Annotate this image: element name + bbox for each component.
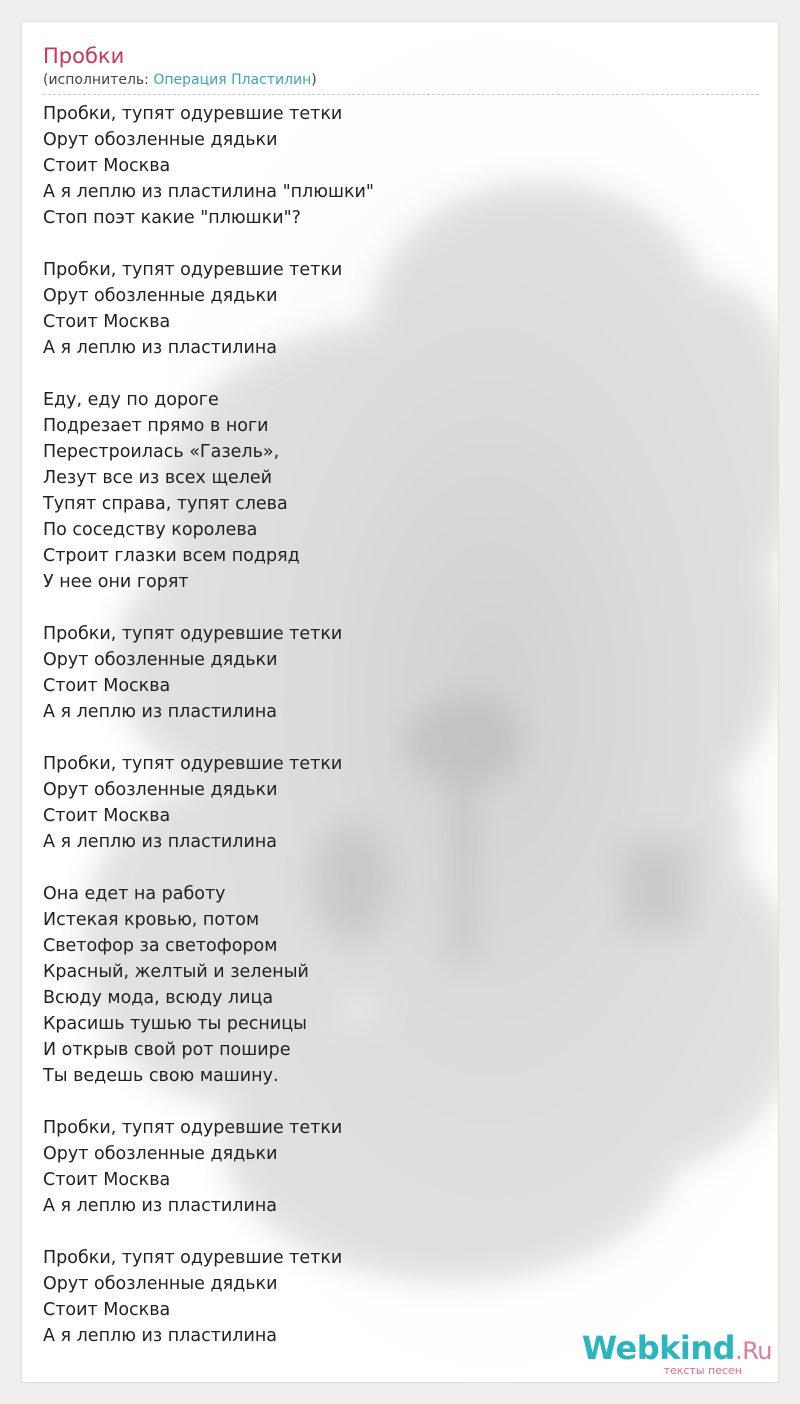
lyrics-stanza bbox=[43, 101, 759, 231]
webkind-logo[interactable] bbox=[581, 1329, 772, 1377]
lyrics-text bbox=[43, 101, 759, 1349]
logo-name: Webkind bbox=[581, 1329, 736, 1367]
lyrics-stanza bbox=[43, 621, 759, 725]
lyrics-line: И открыв свой рот пошире bbox=[43, 1040, 291, 1060]
artist-link[interactable]: Операция Пластилин bbox=[153, 72, 312, 88]
lyrics-line: А я леплю из пластилина bbox=[43, 338, 278, 358]
lyrics-stanza bbox=[43, 751, 759, 855]
lyrics-line: Стоит Москва bbox=[43, 806, 171, 826]
logo-tld: .Ru bbox=[735, 1337, 772, 1365]
lyrics-line: Орут обозленные дядьки bbox=[43, 780, 278, 800]
lyrics-line: Орут обозленные дядьки bbox=[43, 286, 278, 306]
lyrics-line: По соседству королева bbox=[43, 520, 258, 540]
lyrics-line: Строит глазки всем подряд bbox=[43, 546, 300, 566]
lyrics-line: Орут обозленные дядьки bbox=[43, 650, 278, 670]
lyrics-line: Пробки, тупят одуревшие тетки bbox=[43, 624, 343, 644]
lyrics-line: Стоит Москва bbox=[43, 1300, 171, 1320]
lyrics-line: Стоп поэт какие "плюшки"? bbox=[43, 208, 301, 228]
lyrics-line: Пробки, тупят одуревшие тетки bbox=[43, 260, 343, 280]
lyrics-line: Ты ведешь свою машину. bbox=[43, 1066, 279, 1086]
lyrics-line: А я леплю из пластилина bbox=[43, 702, 278, 722]
page-frame bbox=[21, 21, 779, 1383]
performer-suffix: ) bbox=[311, 72, 317, 88]
lyrics-line: Орут обозленные дядьки bbox=[43, 130, 278, 150]
lyrics-line: А я леплю из пластилина bbox=[43, 832, 278, 852]
performer-line bbox=[43, 70, 759, 95]
lyrics-line: Пробки, тупят одуревшие тетки bbox=[43, 104, 343, 124]
performer-prefix: (исполнитель: bbox=[43, 72, 154, 88]
lyrics-line: Красишь тушью ты ресницы bbox=[43, 1014, 307, 1034]
lyrics-line: Стоит Москва bbox=[43, 312, 171, 332]
lyrics-stanza bbox=[43, 881, 759, 1089]
lyrics-line: Пробки, тупят одуревшие тетки bbox=[43, 1118, 343, 1138]
lyrics-line: Тупят справа, тупят слева bbox=[43, 494, 288, 514]
lyrics-line: Еду, еду по дороге bbox=[43, 390, 219, 410]
lyrics-line: Красный, желтый и зеленый bbox=[43, 962, 309, 982]
lyrics-line: Стоит Москва bbox=[43, 1170, 171, 1190]
lyrics-stanza bbox=[43, 257, 759, 361]
lyrics-line: Всюду мода, всюду лица bbox=[43, 988, 274, 1008]
lyrics-line: Орут обозленные дядьки bbox=[43, 1274, 278, 1294]
logo-tagline: тексты песен bbox=[663, 1364, 742, 1377]
lyrics-article bbox=[43, 42, 759, 1349]
lyrics-line: Стоит Москва bbox=[43, 676, 171, 696]
lyrics-line: Подрезает прямо в ноги bbox=[43, 416, 269, 436]
lyrics-line: А я леплю из пластилина bbox=[43, 1326, 278, 1346]
lyrics-stanza bbox=[43, 1115, 759, 1219]
lyrics-line: А я леплю из пластилина bbox=[43, 1196, 278, 1216]
lyrics-line: А я леплю из пластилина "плюшки" bbox=[43, 182, 374, 202]
lyrics-line: У нее они горят bbox=[43, 572, 189, 592]
lyrics-line: Истекая кровью, потом bbox=[43, 910, 260, 930]
lyrics-line: Орут обозленные дядьки bbox=[43, 1144, 278, 1164]
lyrics-line: Она едет на работу bbox=[43, 884, 226, 904]
lyrics-line: Стоит Москва bbox=[43, 156, 171, 176]
lyrics-line: Пробки, тупят одуревшие тетки bbox=[43, 1248, 343, 1268]
lyrics-line: Лезут все из всех щелей bbox=[43, 468, 273, 488]
song-title: Пробки bbox=[43, 44, 125, 68]
lyrics-line: Пробки, тупят одуревшие тетки bbox=[43, 754, 343, 774]
lyrics-line: Светофор за светофором bbox=[43, 936, 278, 956]
lyrics-stanza bbox=[43, 387, 759, 595]
lyrics-line: Перестроилась «Газель», bbox=[43, 442, 280, 462]
